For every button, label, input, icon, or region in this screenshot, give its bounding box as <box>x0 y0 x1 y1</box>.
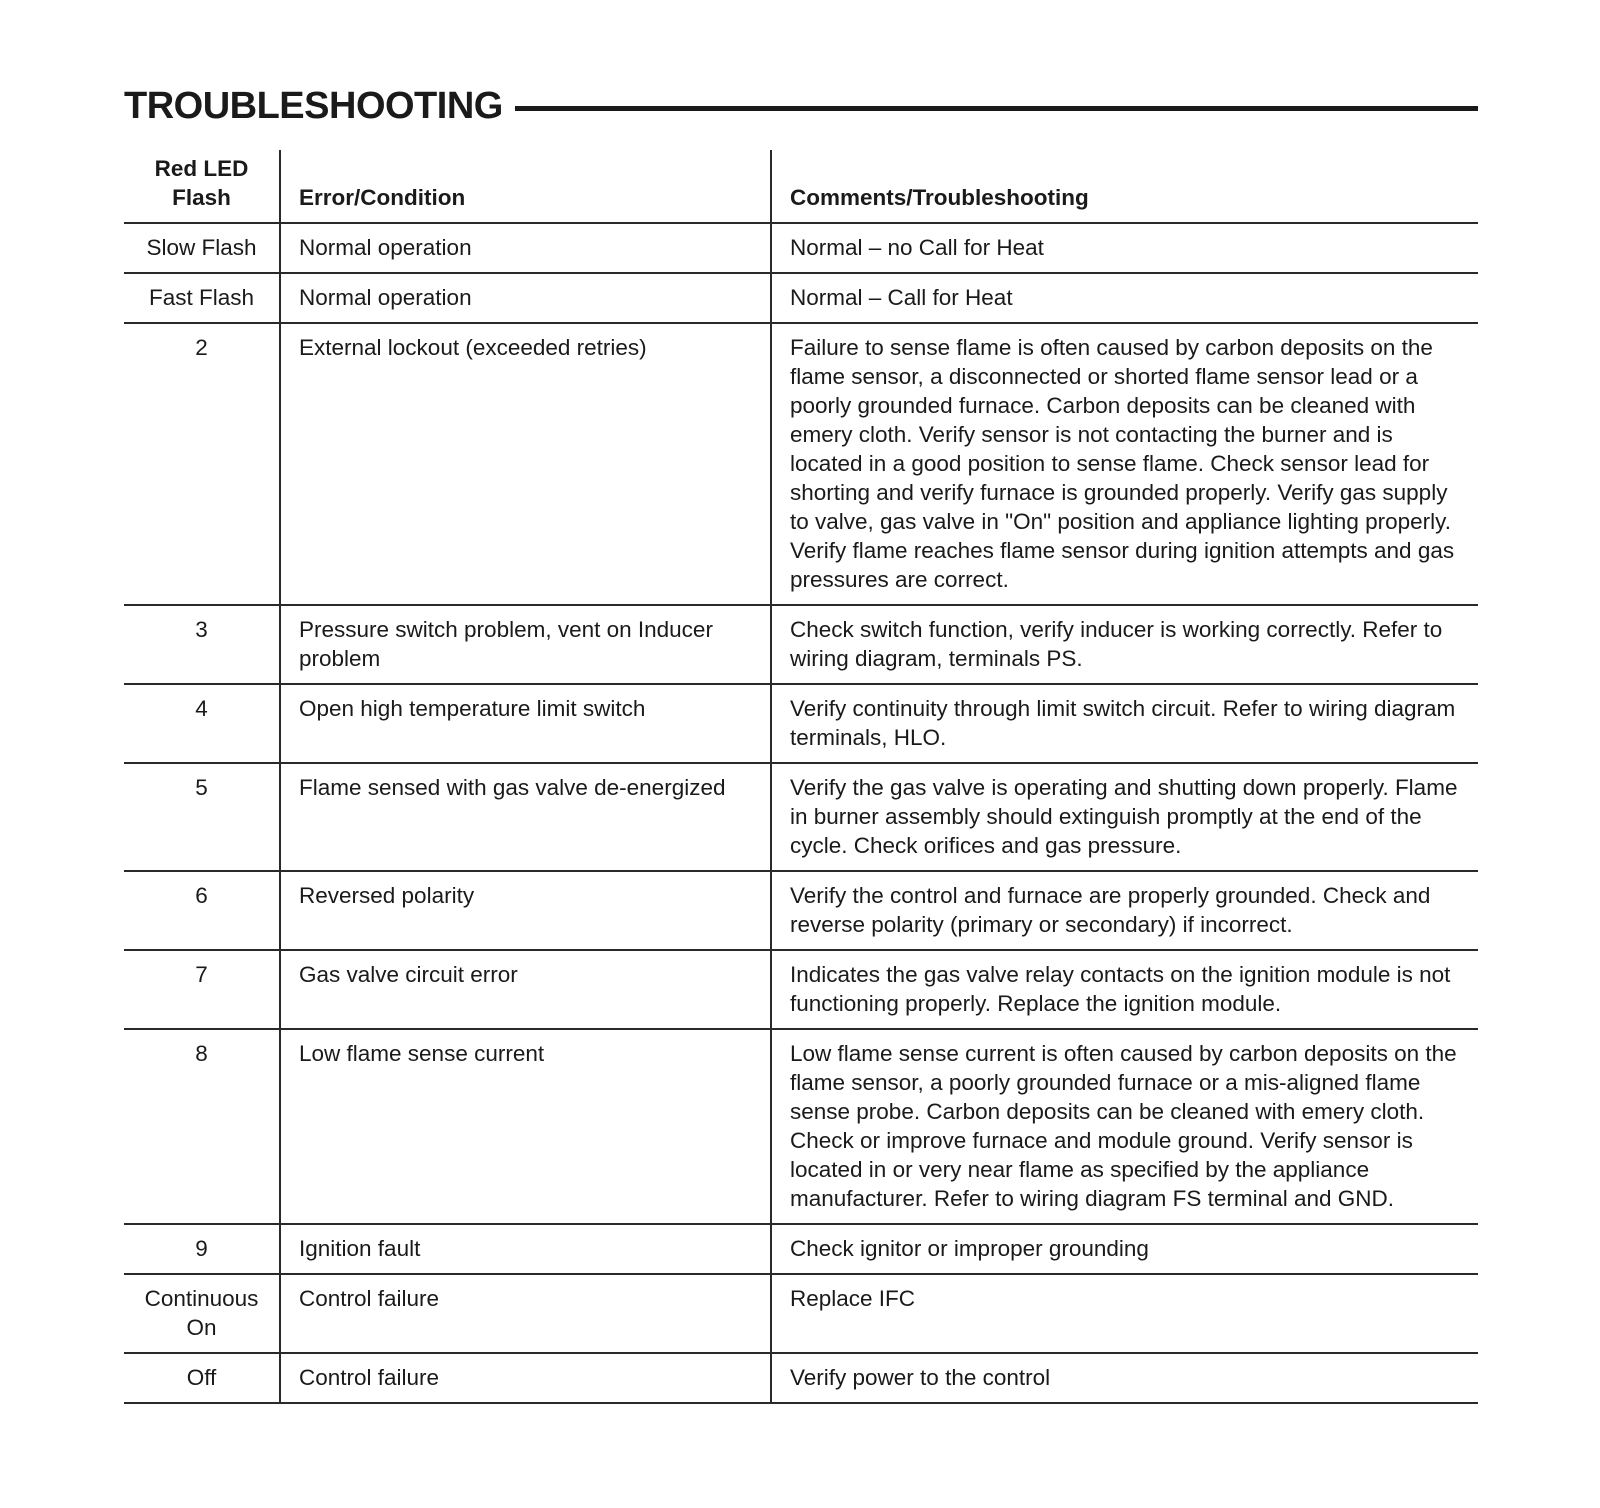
section-title: TROUBLESHOOTING <box>124 84 503 127</box>
cell-flash: 2 <box>124 323 280 605</box>
cell-comments: Low flame sense current is often caused by carbon deposits on the flame sensor, a poorly grounded furnace or a mis-aligned flame sense probe. Carbon deposits can be cleaned with emery cloth. Check or improve furnace and module ground. Verify sensor is located in or very near flame as specified by the appliance manufacturer. Refer to wiring diagram FS terminal and GND. <box>771 1029 1478 1224</box>
cell-flash: 8 <box>124 1029 280 1224</box>
cell-condition: Control failure <box>280 1274 771 1353</box>
cell-comments: Replace IFC <box>771 1274 1478 1353</box>
cell-condition: Normal operation <box>280 223 771 273</box>
table-row <box>124 1353 1478 1403</box>
table-row <box>124 605 1478 684</box>
cell-comments: Check switch function, verify inducer is working correctly. Refer to wiring diagram, terminals PS. <box>771 605 1478 684</box>
cell-condition: Low flame sense current <box>280 1029 771 1224</box>
cell-flash: Continuous On <box>124 1274 280 1353</box>
table-row <box>124 273 1478 323</box>
cell-flash: 6 <box>124 871 280 950</box>
cell-flash: Off <box>124 1353 280 1403</box>
troubleshooting-page <box>124 80 1478 1390</box>
cell-comments: Indicates the gas valve relay contacts on the ignition module is not functioning properly. Replace the ignition module. <box>771 950 1478 1029</box>
cell-condition: Ignition fault <box>280 1224 771 1274</box>
cell-condition: Reversed polarity <box>280 871 771 950</box>
header-error-condition: Error/Condition <box>280 150 771 223</box>
table-row <box>124 223 1478 273</box>
cell-flash: 4 <box>124 684 280 763</box>
cell-comments: Normal – no Call for Heat <box>771 223 1478 273</box>
table-row <box>124 1274 1478 1353</box>
troubleshooting-table <box>124 150 1478 1404</box>
cell-flash: 7 <box>124 950 280 1029</box>
heading-rule <box>515 106 1478 111</box>
table-row <box>124 763 1478 871</box>
cell-condition: External lockout (exceeded retries) <box>280 323 771 605</box>
cell-condition: Flame sensed with gas valve de-energized <box>280 763 771 871</box>
cell-condition: Pressure switch problem, vent on Inducer problem <box>280 605 771 684</box>
table-row <box>124 1224 1478 1274</box>
header-comments-troubleshooting: Comments/Troubleshooting <box>771 150 1478 223</box>
table-row <box>124 950 1478 1029</box>
cell-flash: Slow Flash <box>124 223 280 273</box>
cell-condition: Normal operation <box>280 273 771 323</box>
cell-comments: Verify continuity through limit switch circuit. Refer to wiring diagram terminals, HLO. <box>771 684 1478 763</box>
cell-comments: Failure to sense flame is often caused by carbon deposits on the flame sensor, a disconnected or shorted flame sensor lead or a poorly grounded furnace. Carbon deposits can be cleaned with emery cloth. Verify sensor is not contacting the burner and is located in a good position to sense flame. Check sensor lead for shorting and verify furnace is grounded properly. Verify gas supply to valve, gas valve in "On" position and appliance lighting properly. Verify flame reaches flame sensor during ignition attempts and gas pressures are correct. <box>771 323 1478 605</box>
cell-condition: Gas valve circuit error <box>280 950 771 1029</box>
cell-flash: 3 <box>124 605 280 684</box>
table-row <box>124 1029 1478 1224</box>
cell-condition: Open high temperature limit switch <box>280 684 771 763</box>
cell-flash: Fast Flash <box>124 273 280 323</box>
section-heading <box>124 80 1478 132</box>
cell-comments: Check ignitor or improper grounding <box>771 1224 1478 1274</box>
cell-flash: 9 <box>124 1224 280 1274</box>
cell-flash: 5 <box>124 763 280 871</box>
table-row <box>124 684 1478 763</box>
cell-comments: Verify the gas valve is operating and shutting down properly. Flame in burner assembly should extinguish promptly at the end of the cycle. Check orifices and gas pressure. <box>771 763 1478 871</box>
cell-condition: Control failure <box>280 1353 771 1403</box>
header-red-led-flash: Red LED Flash <box>124 150 280 223</box>
cell-comments: Normal – Call for Heat <box>771 273 1478 323</box>
table-row <box>124 323 1478 605</box>
table-header-row <box>124 150 1478 223</box>
cell-comments: Verify the control and furnace are properly grounded. Check and reverse polarity (primary or secondary) if incorrect. <box>771 871 1478 950</box>
table-row <box>124 871 1478 950</box>
cell-comments: Verify power to the control <box>771 1353 1478 1403</box>
